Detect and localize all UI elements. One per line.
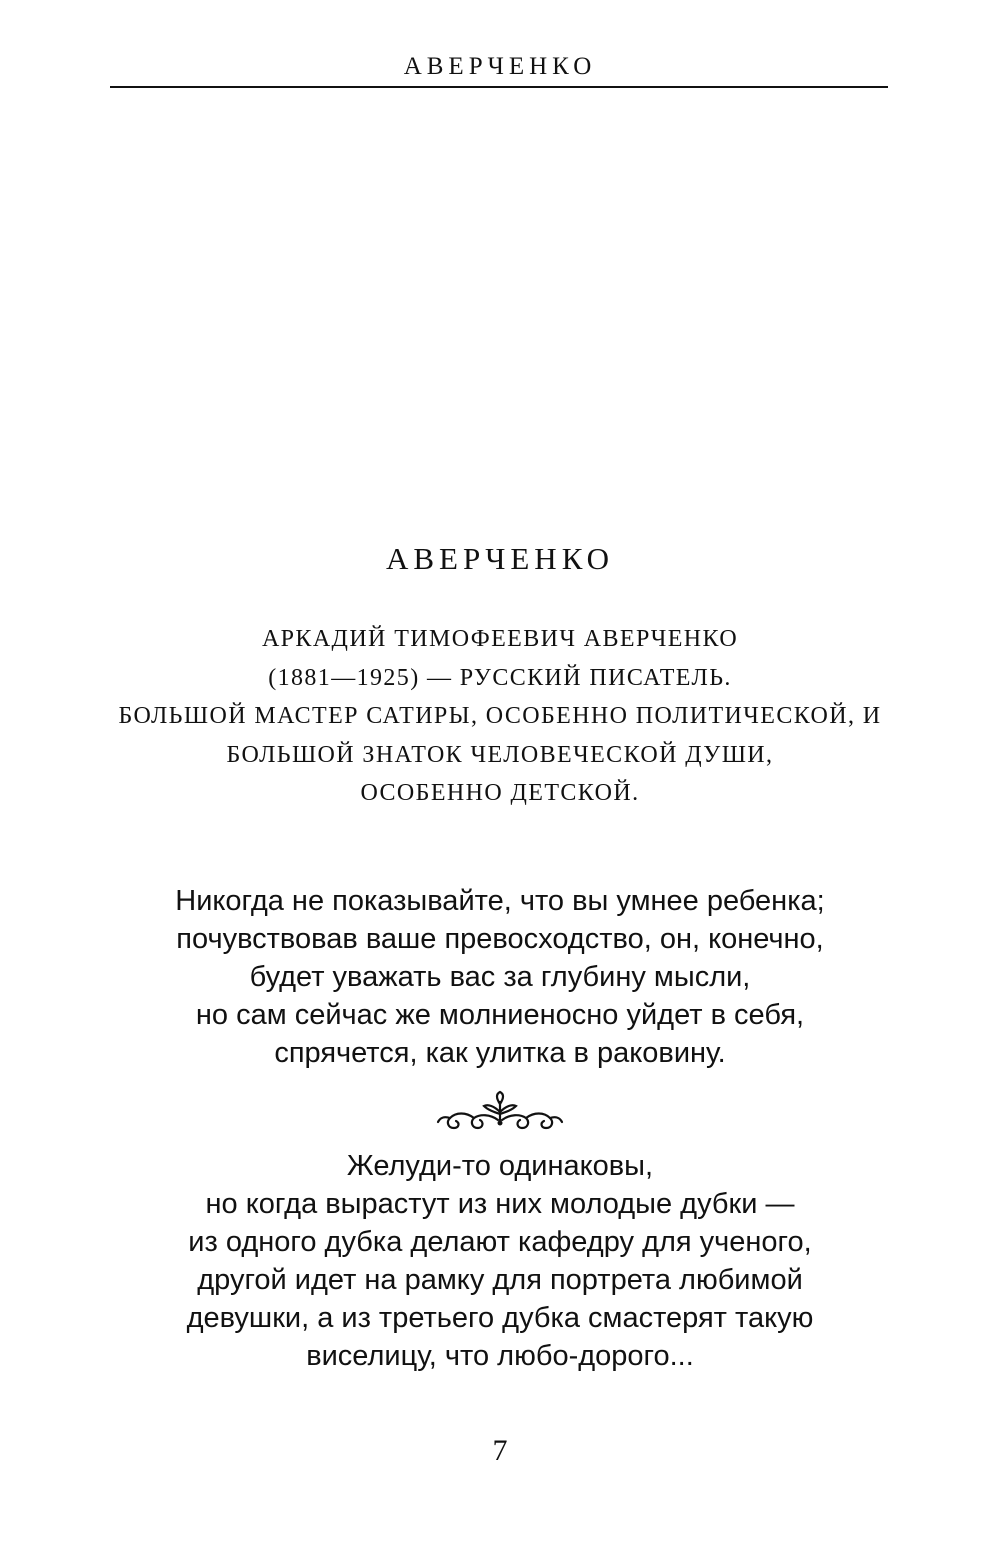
quote-line: Никогда не показывайте, что вы умнее ребенка;: [175, 885, 825, 917]
bio-line: (1881—1925) — РУССКИЙ ПИСАТЕЛЬ.: [268, 664, 732, 691]
quote-line: почувствовав ваше превосходство, он, конечно,: [176, 923, 824, 955]
quote-line: виселицу, что любо-дорого...: [306, 1340, 694, 1372]
quote-block: [0, 1147, 1000, 1375]
bio-line: БОЛЬШОЙ ЗНАТОК ЧЕЛОВЕЧЕСКОЙ ДУШИ,: [226, 741, 774, 768]
floral-divider-icon: [436, 1090, 564, 1132]
quote-line: из одного дубка делают кафедру для ученого,: [188, 1226, 812, 1258]
quote-line: спрячется, как улитка в раковину.: [274, 1037, 726, 1069]
bio-line: ОСОБЕННО ДЕТСКОЙ.: [360, 780, 640, 806]
quote-line: Желуди-то одинаковы,: [346, 1150, 654, 1182]
quote-line: девушки, а из третьего дубка смастерят такую: [186, 1302, 814, 1334]
chapter-title: АВЕРЧЕНКО: [385, 541, 614, 576]
quote-line: другой идет на рамку для портрета любимой: [197, 1264, 803, 1296]
bio-line: БОЛЬШОЙ МАСТЕР САТИРЫ, ОСОБЕННО ПОЛИТИЧЕСКОЙ, И: [118, 703, 882, 729]
page-number: 7: [492, 1434, 508, 1467]
quote-line: будет уважать вас за глубину мысли,: [249, 961, 751, 993]
header-rule: [110, 86, 888, 88]
running-header: АВЕРЧЕНКО: [403, 53, 597, 80]
quote-line: но сам сейчас же молниеносно уйдет в себя,: [195, 999, 805, 1031]
author-bio: [0, 620, 1000, 813]
quote-block: [0, 882, 1000, 1072]
bio-line: АРКАДИЙ ТИМОФЕЕВИЧ АВЕРЧЕНКО: [261, 626, 739, 652]
quote-line: но когда вырастут из них молодые дубки —: [205, 1188, 795, 1220]
